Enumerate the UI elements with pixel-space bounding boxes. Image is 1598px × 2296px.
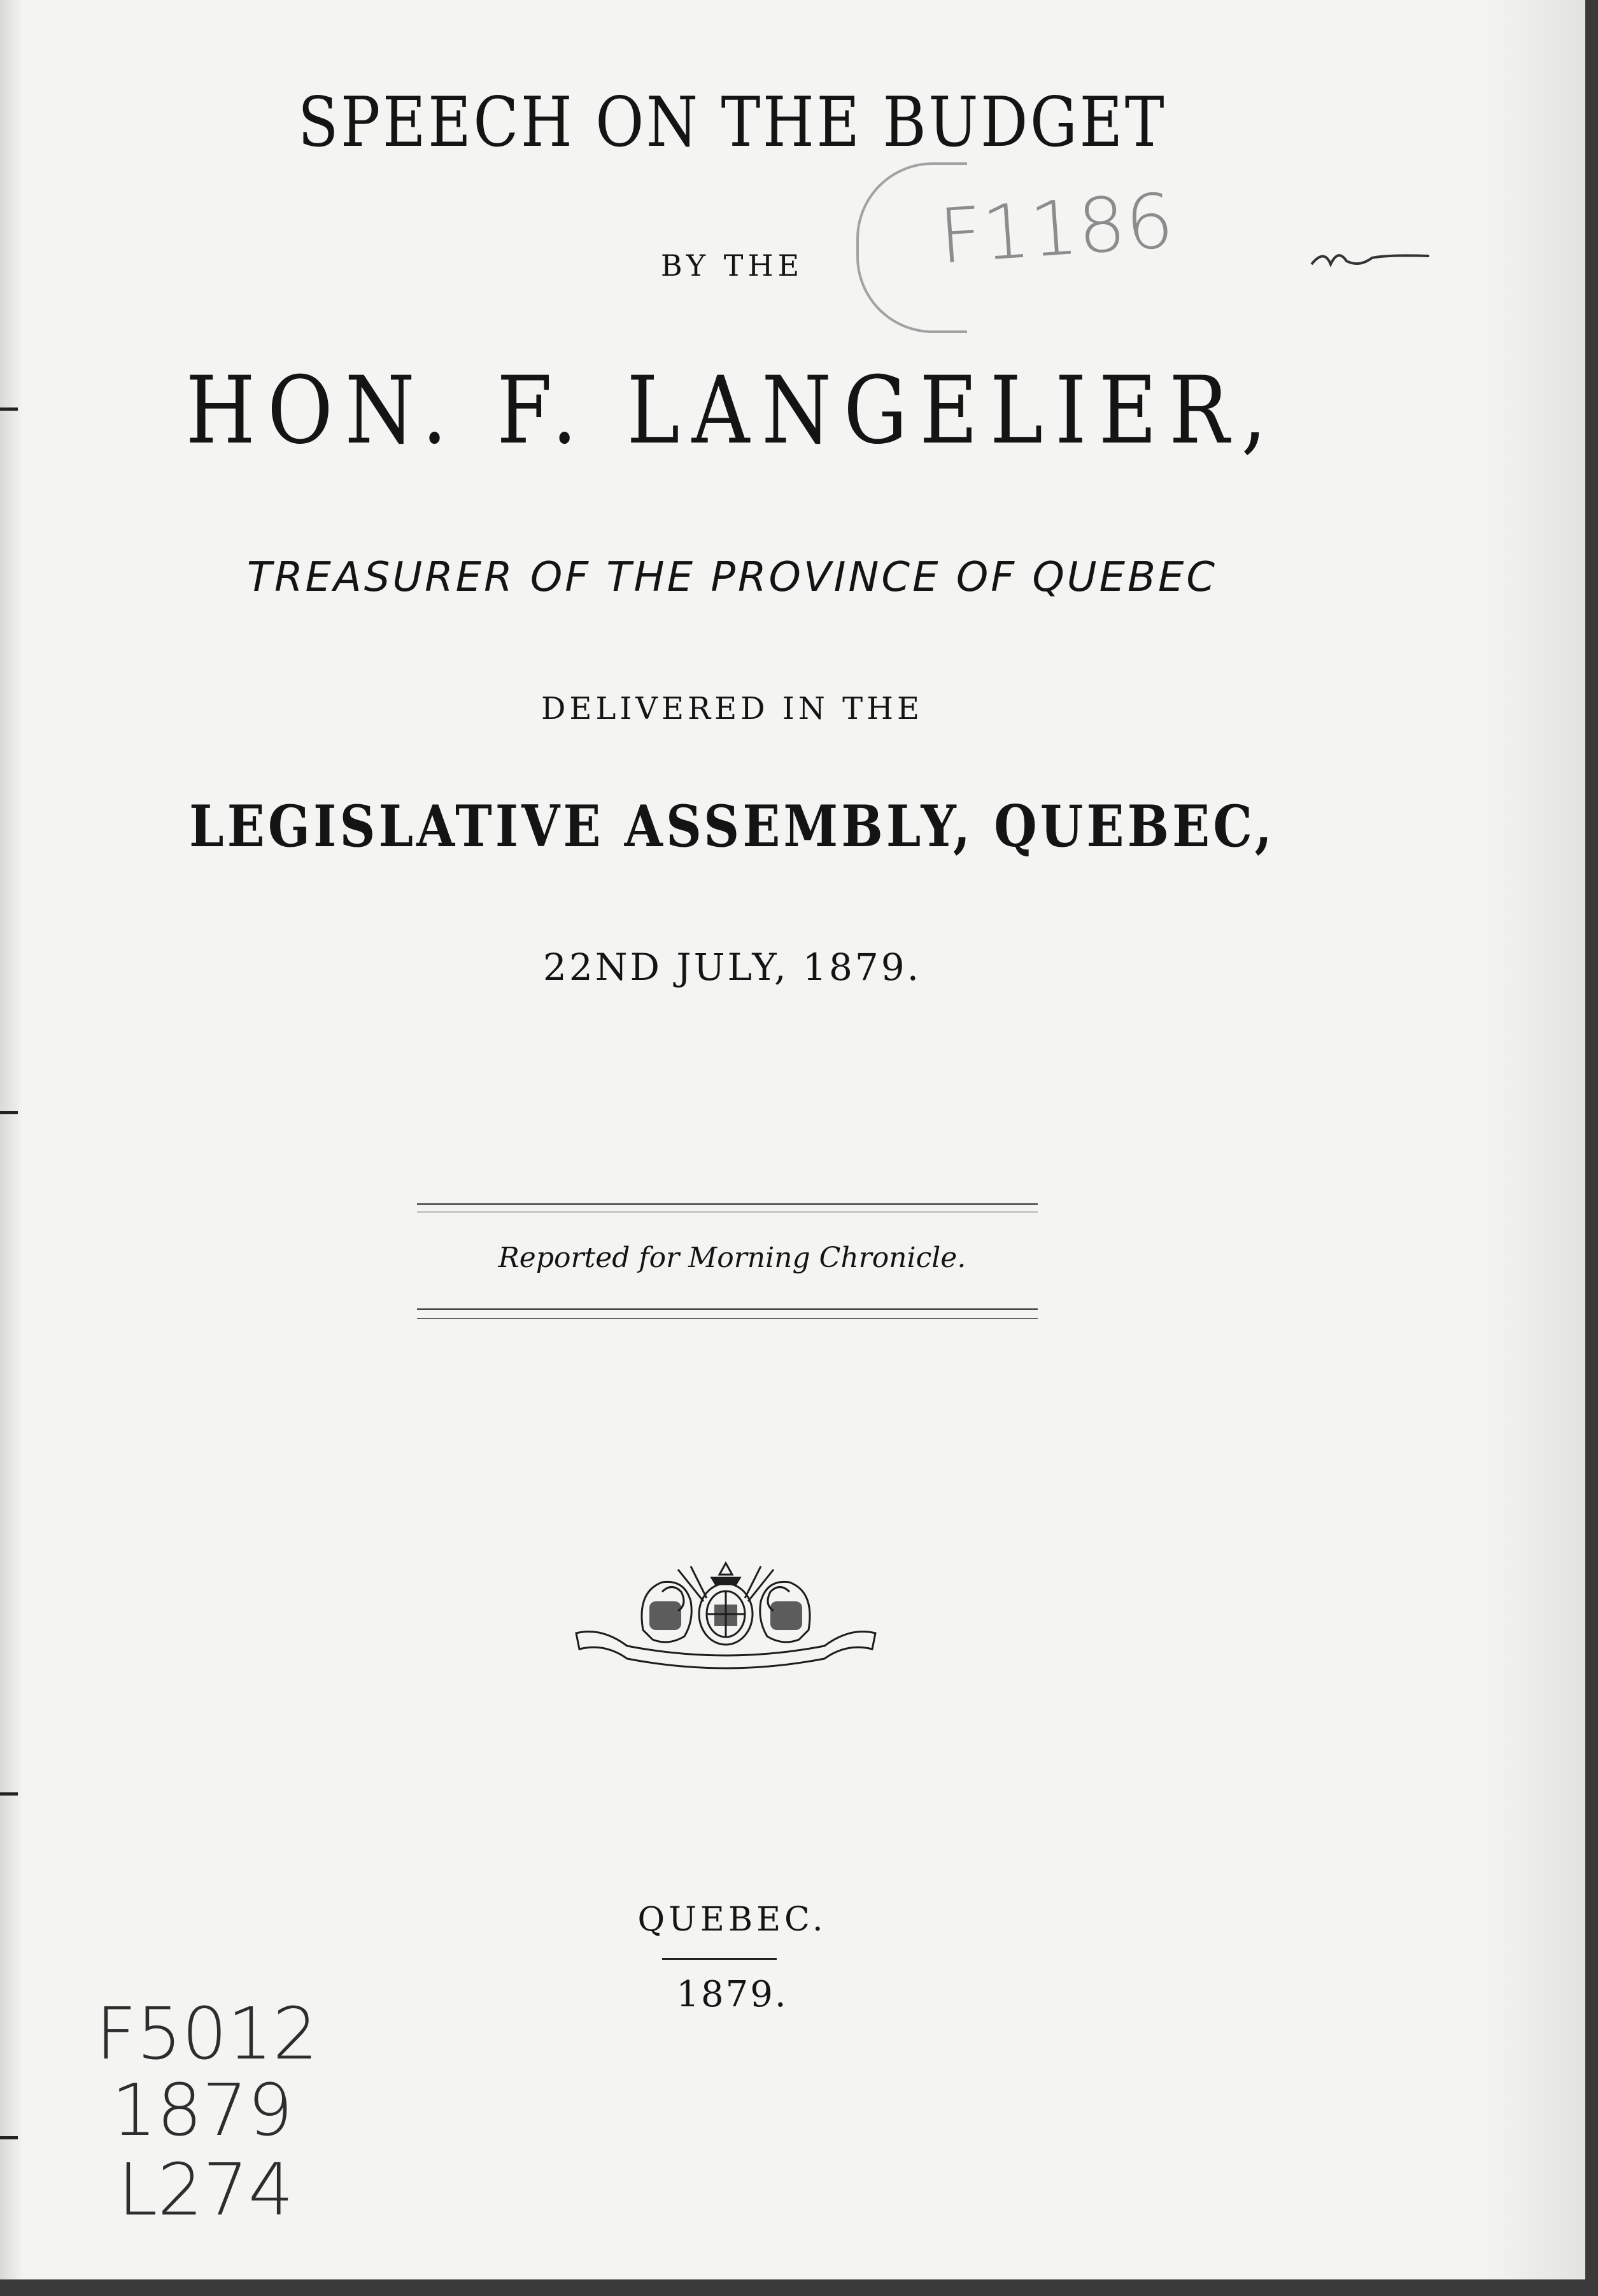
binding-mark xyxy=(0,1792,18,1796)
handwritten-call-author: L274 xyxy=(118,2149,294,2232)
rule-bottom-2 xyxy=(417,1318,1038,1319)
speaker-office: TREASURER OF THE PROVINCE OF QUEBEC xyxy=(246,554,1218,601)
rule-bottom-1 xyxy=(417,1308,1038,1310)
assembly-line: LEGISLATIVE ASSEMBLY, QUEBEC, xyxy=(189,793,1275,860)
handwritten-call-number-top: F1186 xyxy=(936,176,1177,281)
imprint-year: 1879. xyxy=(676,1974,788,2015)
royal-coat-of-arms-icon xyxy=(567,1554,885,1675)
imprint-rule xyxy=(662,1958,777,1960)
speech-date: 22ND JULY, 1879. xyxy=(542,946,922,989)
binding-mark xyxy=(0,2136,18,2139)
handwritten-mark-icon xyxy=(1308,236,1436,287)
title-line: SPEECH ON THE BUDGET xyxy=(297,83,1167,162)
binding-mark xyxy=(0,1111,18,1114)
binding-mark xyxy=(0,407,18,411)
handwritten-call-year: 1879 xyxy=(111,2069,293,2152)
speaker-name: HON. F. LANGELIER, xyxy=(185,357,1279,465)
imprint-city: QUEBEC. xyxy=(637,1901,827,1939)
reported-line: Reported for Morning Chronicle. xyxy=(498,1242,966,1274)
by-the-line: BY THE xyxy=(660,248,804,283)
delivered-line: DELIVERED IN THE xyxy=(541,691,924,726)
rule-top-1 xyxy=(417,1203,1038,1205)
handwritten-call-number: F5012 xyxy=(95,1993,318,2076)
